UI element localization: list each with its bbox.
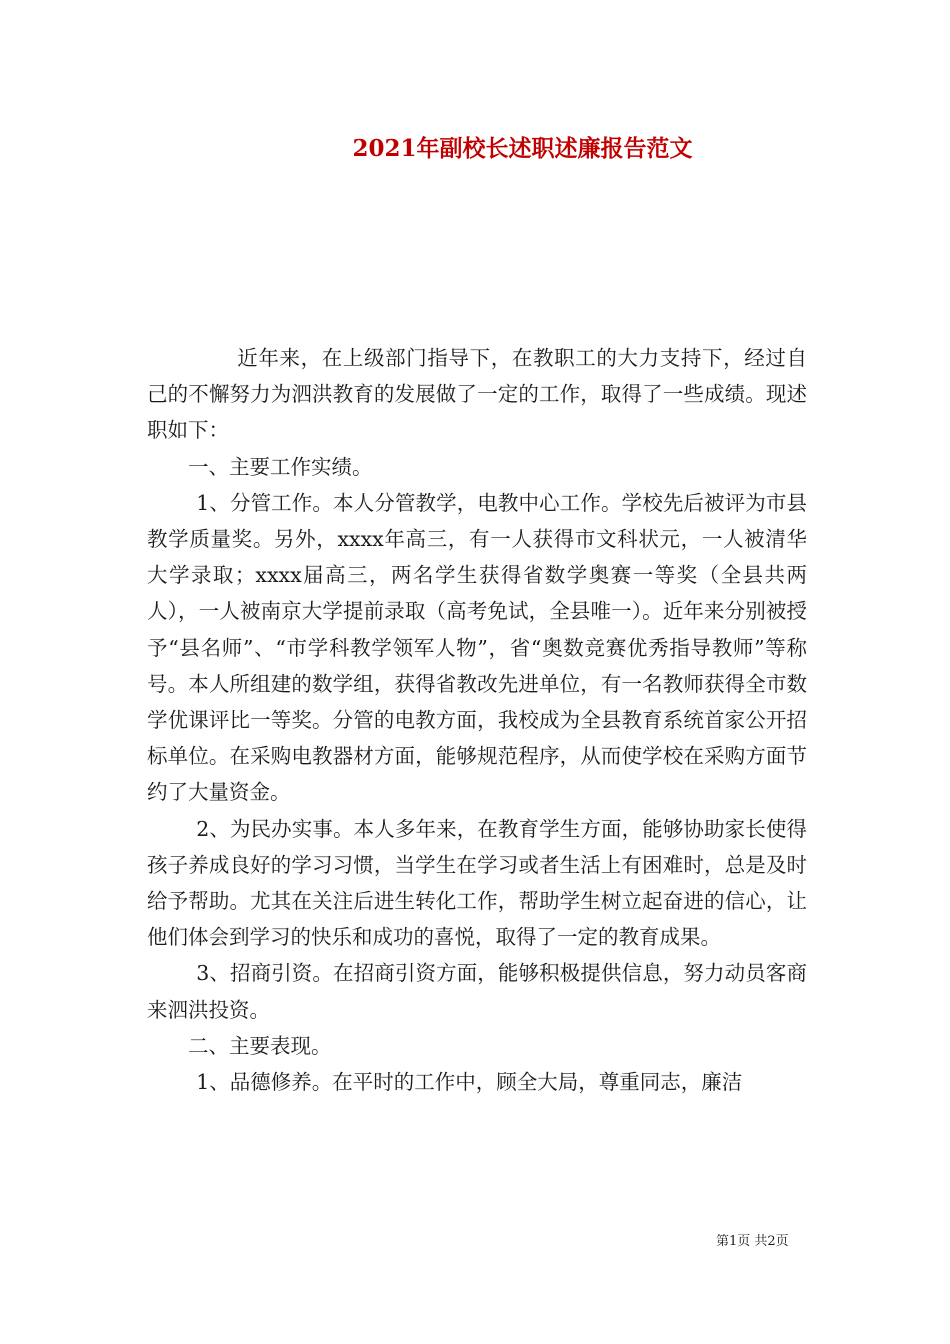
paragraph-managed-work: 1、分管工作。本人分管教学，电教中心工作。学校先后被评为市县教学质量奖。另外，xxxx年高三，有一人获得市文科状元，一人被清华大学录取；xxxx届高三，两名学生获得省数学奥赛一等奖（全县共两人），一人被南京大学提前录取（高考免试，全县唯一）。近年来分别被授予“县名师”、“市学科教学领军人物”，省“奥数竞赛优秀指导教师”等称号。本人所组建的数学组，获得省教改先进单位，有一名教师获得全市数学优课评比一等奖。分管的电教方面，我校成为全县教育系统首家公开招标单位。在采购电教器材方面，能够规范程序，从而使学校在采购方面节约了大量资金。	[147, 490, 807, 805]
paragraph-practical-affairs: 2、为民办实事。本人多年来，在教育学生方面，能够协助家长使得孩子养成良好的学习习惯，当学生在学习或者生活上有困难时，总是及时给予帮助。尤其在关注后进生转化工作，帮助学生树立起奋进的信心，让他们体会到学习的快乐和成功的喜悦，取得了一定的教育成果。	[147, 816, 807, 950]
section-heading-performance: 二、主要表现。	[188, 1033, 332, 1058]
page-number-footer: 第1页 共2页	[716, 1234, 789, 1249]
paragraph-investment: 3、招商引资。在招商引资方面，能够积极提供信息，努力动员客商来泗洪投资。	[147, 961, 807, 1022]
section-heading-achievements: 一、主要工作实绩。	[188, 454, 373, 479]
document-body	[147, 340, 807, 1100]
paragraph-moral-character: 1、品德修养。在平时的工作中，顾全大局，尊重同志，廉洁	[196, 1070, 743, 1095]
document-title: 2021年副校长述职述廉报告范文	[352, 135, 693, 162]
paragraph-intro: 近年来，在上级部门指导下，在教职工的大力支持下，经过自己的不懈努力为泗洪教育的发展做了一定的工作，取得了一些成绩。现述职如下：	[147, 346, 807, 443]
